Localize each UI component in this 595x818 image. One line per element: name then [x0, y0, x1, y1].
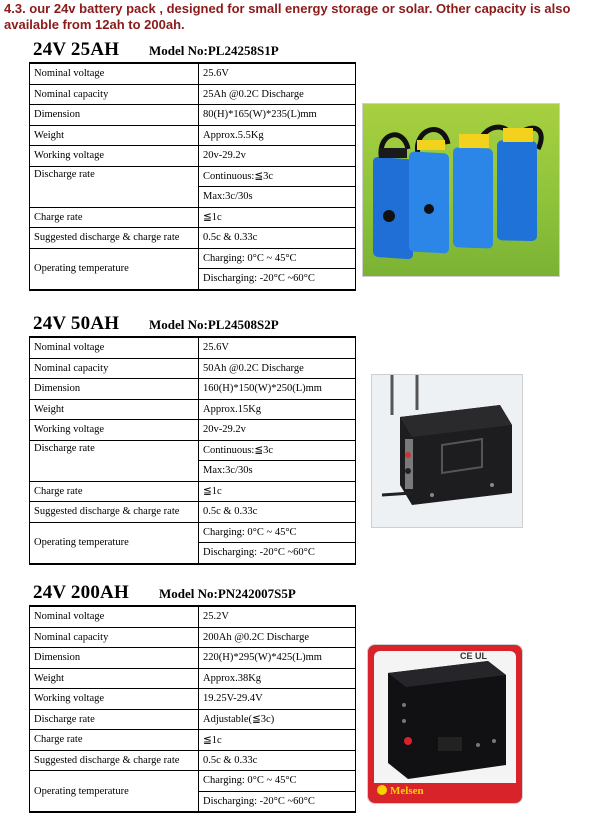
spec-row	[30, 522, 356, 543]
spec-value: Continuous:≦3c	[199, 440, 356, 461]
spec-label: Suggested discharge & charge rate	[30, 228, 199, 249]
spec-label: Dimension	[30, 379, 199, 400]
spec-value: Discharging: -20°C ~60°C	[199, 791, 356, 812]
spec-row	[30, 125, 356, 146]
spec-row	[30, 84, 356, 105]
spec-label: Nominal capacity	[30, 358, 199, 379]
spec-label: Discharge rate	[30, 166, 199, 207]
cert-marks: CE UL	[460, 651, 487, 661]
spec-value: Charging: 0°C ~ 45°C	[199, 248, 356, 269]
spec-value: 200Ah @0.2C Discharge	[199, 627, 356, 648]
spec-label: Working voltage	[30, 420, 199, 441]
battery-photo-50ah	[371, 374, 523, 528]
spec-value: Charging: 0°C ~ 45°C	[199, 771, 356, 792]
spec-value: 220(H)*295(W)*425(L)mm	[199, 648, 356, 669]
spec-label: Dimension	[30, 105, 199, 126]
battery-photo-200ah	[367, 644, 523, 804]
spec-value: Continuous:≦3c	[199, 166, 356, 187]
spec-row	[30, 440, 356, 461]
battery-photo-25ah	[362, 103, 560, 277]
spec-row	[30, 146, 356, 167]
spec-row	[30, 627, 356, 648]
spec-value: Adjustable(≦3c)	[199, 709, 356, 730]
spec-value: Max:3c/30s	[199, 187, 356, 208]
spec-value: 25.2V	[199, 606, 356, 627]
model-number: Model No:PL24508S2P	[149, 317, 279, 332]
spec-row	[30, 709, 356, 730]
capacity-heading: 24V 50AH	[33, 313, 120, 334]
spec-value: 0.5c & 0.33c	[199, 228, 356, 249]
spec-value: ≦1c	[199, 481, 356, 502]
spec-value: Approx.5.5Kg	[199, 125, 356, 146]
spec-value: 160(H)*150(W)*250(L)mm	[199, 379, 356, 400]
spec-row	[30, 502, 356, 523]
spec-label: Suggested discharge & charge rate	[30, 502, 199, 523]
spec-row	[30, 379, 356, 400]
spec-value: 0.5c & 0.33c	[199, 502, 356, 523]
spec-row	[30, 771, 356, 792]
spec-value: Approx.15Kg	[199, 399, 356, 420]
spec-value: Approx.38Kg	[199, 668, 356, 689]
spec-row	[30, 606, 356, 627]
spec-value: 20v-29.2v	[199, 420, 356, 441]
spec-label: Operating temperature	[30, 522, 199, 564]
spec-row	[30, 105, 356, 126]
spec-table	[29, 336, 356, 565]
spec-label: Discharge rate	[30, 440, 199, 481]
spec-value: Max:3c/30s	[199, 461, 356, 482]
spec-label: Nominal voltage	[30, 63, 199, 84]
spec-row	[30, 481, 356, 502]
spec-value: Charging: 0°C ~ 45°C	[199, 522, 356, 543]
spec-value: 80(H)*165(W)*235(L)mm	[199, 105, 356, 126]
section-title	[29, 583, 569, 605]
model-number: Model No:PN242007S5P	[159, 586, 296, 601]
spec-section-200ah	[29, 583, 569, 813]
model-number: Model No:PL24258S1P	[149, 43, 279, 58]
spec-label: Dimension	[30, 648, 199, 669]
spec-table	[29, 62, 356, 291]
spec-label: Charge rate	[30, 481, 199, 502]
spec-value: 25.6V	[199, 63, 356, 84]
section-title	[29, 314, 569, 336]
spec-value: 20v-29.2v	[199, 146, 356, 167]
spec-label: Suggested discharge & charge rate	[30, 750, 199, 771]
capacity-heading: 24V 25AH	[33, 39, 120, 60]
spec-row	[30, 228, 356, 249]
spec-row	[30, 730, 356, 751]
spec-label: Weight	[30, 125, 199, 146]
spec-value: 50Ah @0.2C Discharge	[199, 358, 356, 379]
spec-row	[30, 399, 356, 420]
spec-row	[30, 358, 356, 379]
spec-value: Discharging: -20°C ~60°C	[199, 269, 356, 290]
spec-label: Charge rate	[30, 730, 199, 751]
section-title	[29, 40, 569, 62]
spec-value: ≦1c	[199, 207, 356, 228]
spec-value: Discharging: -20°C ~60°C	[199, 543, 356, 564]
spec-label: Working voltage	[30, 146, 199, 167]
capacity-heading: 24V 200AH	[33, 582, 129, 603]
spec-value: 0.5c & 0.33c	[199, 750, 356, 771]
spec-label: Operating temperature	[30, 771, 199, 813]
spec-label: Operating temperature	[30, 248, 199, 290]
spec-value: ≦1c	[199, 730, 356, 751]
spec-row	[30, 648, 356, 669]
spec-row	[30, 337, 356, 358]
spec-row	[30, 750, 356, 771]
spec-row	[30, 166, 356, 187]
spec-section-50ah	[29, 314, 569, 565]
spec-label: Discharge rate	[30, 709, 199, 730]
spec-row	[30, 668, 356, 689]
spec-row	[30, 63, 356, 84]
spec-label: Charge rate	[30, 207, 199, 228]
spec-value: 19.25V-29.4V	[199, 689, 356, 710]
spec-section-25ah	[29, 40, 569, 291]
spec-row	[30, 689, 356, 710]
spec-label: Nominal capacity	[30, 627, 199, 648]
spec-label: Nominal voltage	[30, 337, 199, 358]
spec-row	[30, 207, 356, 228]
spec-value: 25Ah @0.2C Discharge	[199, 84, 356, 105]
intro-text: 4.3. our 24v battery pack , designed for small energy storage or solar. Other capacity is also available from 12ah to 200ah.	[4, 1, 571, 32]
spec-row	[30, 420, 356, 441]
spec-table	[29, 605, 356, 813]
spec-label: Weight	[30, 668, 199, 689]
spec-row	[30, 248, 356, 269]
brand-logo: Melsen	[390, 785, 424, 797]
spec-value: 25.6V	[199, 337, 356, 358]
spec-label: Nominal capacity	[30, 84, 199, 105]
spec-label: Weight	[30, 399, 199, 420]
spec-label: Working voltage	[30, 689, 199, 710]
spec-label: Nominal voltage	[30, 606, 199, 627]
